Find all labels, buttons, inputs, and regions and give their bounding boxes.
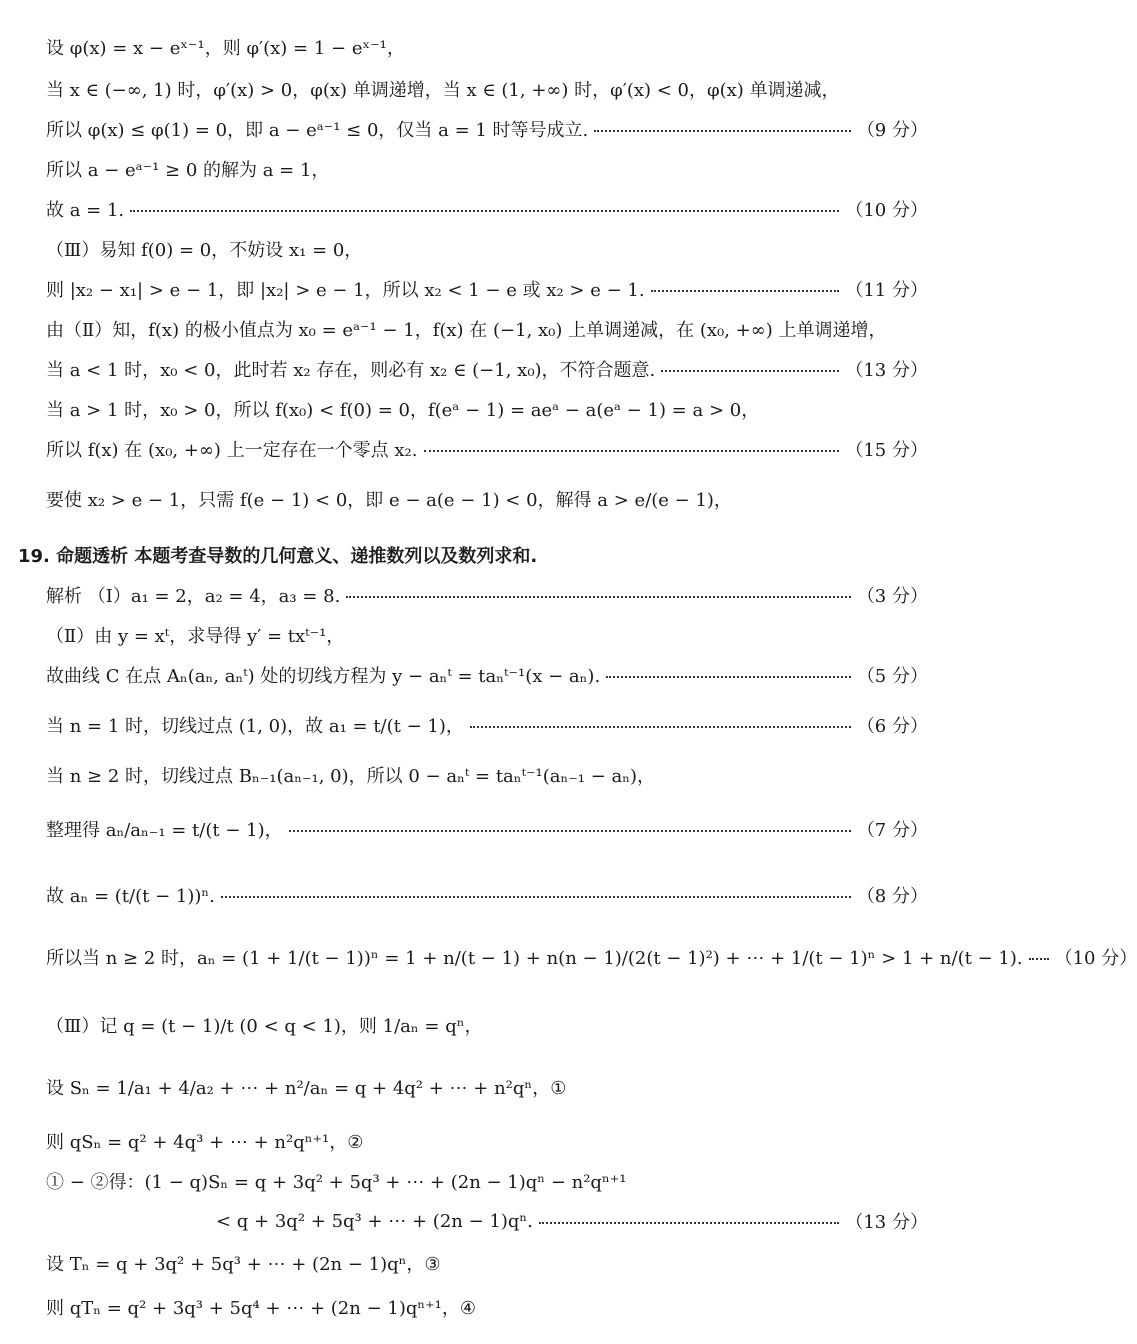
line-text: （Ⅲ）易知 f(0) = 0，不妨设 x₁ = 0， bbox=[46, 240, 363, 261]
line-26 bbox=[216, 1208, 928, 1234]
line-15 bbox=[46, 622, 928, 648]
dot-leader bbox=[424, 450, 840, 452]
line-text: 则 qTₙ = q² + 3q³ + 5q⁴ + ⋯ + (2n − 1)qⁿ⁺¹，④ bbox=[46, 1298, 477, 1319]
score-label: （6 分） bbox=[856, 716, 928, 737]
line-24 bbox=[46, 1128, 928, 1154]
line-text: 所以 f(x) 在 (x₀, +∞) 上一定存在一个零点 x₂. bbox=[46, 440, 418, 461]
line-11 bbox=[46, 436, 928, 462]
line-text: ① − ②得：(1 − q)Sₙ = q + 3q² + 5q³ + ⋯ + (2n − 1)qⁿ − n²qⁿ⁺¹ bbox=[46, 1172, 627, 1193]
line-1 bbox=[46, 34, 928, 60]
line-text: 所以 φ(x) ≤ φ(1) = 0，即 a − eᵃ⁻¹ ≤ 0，仅当 a = 1 时等号成立. bbox=[46, 120, 589, 141]
dot-leader bbox=[346, 596, 850, 598]
dot-leader bbox=[289, 830, 851, 832]
dot-leader bbox=[470, 726, 851, 728]
dot-leader bbox=[594, 130, 851, 132]
line-text: 设 φ(x) = x − eˣ⁻¹，则 φ′(x) = 1 − eˣ⁻¹， bbox=[46, 38, 405, 59]
score-label: （5 分） bbox=[856, 666, 928, 687]
line-text: （Ⅲ）记 q = (t − 1)/t (0 < q < 1)，则 1/aₙ = qⁿ， bbox=[46, 1016, 483, 1037]
dot-leader bbox=[661, 370, 839, 372]
line-5 bbox=[46, 196, 928, 222]
line-text: 由（Ⅱ）知，f(x) 的极小值点为 x₀ = eᵃ⁻¹ − 1，f(x) 在 (−1, x₀) 上单调递减，在 (x₀, +∞) 上单调递增， bbox=[46, 320, 887, 341]
line-text: 整理得 aₙ/aₙ₋₁ = t/(t − 1)， bbox=[46, 820, 283, 841]
line-text: 要使 x₂ > e − 1，只需 f(e − 1) < 0，即 e − a(e − 1) < 0，解得 a > e/(e − 1)， bbox=[46, 490, 732, 511]
line-text: < q + 3q² + 5q³ + ⋯ + (2n − 1)qⁿ. bbox=[216, 1210, 533, 1232]
line-22 bbox=[46, 1012, 928, 1038]
line-7 bbox=[46, 276, 928, 302]
score-label: （9 分） bbox=[856, 120, 928, 141]
score-label: （13 分） bbox=[845, 360, 928, 381]
line-text: 故 a = 1. bbox=[46, 200, 125, 221]
line-text: 解析 （Ⅰ）a₁ = 2，a₂ = 4，a₃ = 8. bbox=[46, 586, 341, 607]
line-16 bbox=[46, 662, 928, 688]
line-text: 当 n ≥ 2 时，切线过点 Bₙ₋₁(aₙ₋₁, 0)，所以 0 − aₙᵗ = taₙᵗ⁻¹(aₙ₋₁ − aₙ)， bbox=[46, 766, 656, 787]
line-8 bbox=[46, 316, 928, 342]
line-text: 当 a < 1 时，x₀ < 0，此时若 x₂ 存在，则必有 x₂ ∈ (−1, x₀)，不符合题意. bbox=[46, 360, 656, 381]
score-label: （10 分） bbox=[1054, 948, 1137, 969]
line-text: 当 n = 1 时，切线过点 (1, 0)，故 a₁ = t/(t − 1)， bbox=[46, 716, 464, 737]
line-25 bbox=[46, 1168, 928, 1194]
line-12 bbox=[46, 486, 928, 512]
dot-leader bbox=[606, 676, 851, 678]
line-text: 所以当 n ≥ 2 时，aₙ = (1 + 1/(t − 1))ⁿ = 1 + n/(t − 1) + n(n − 1)/(2(t − 1)²) + ⋯ + 1/(t − 1)ⁿ > 1 + n/(t − 1). bbox=[46, 948, 1023, 969]
dot-leader bbox=[130, 210, 839, 212]
line-text: （Ⅱ）由 y = xᵗ，求导得 y′ = txᵗ⁻¹， bbox=[46, 626, 345, 647]
line-6 bbox=[46, 236, 928, 262]
line-text: 当 a > 1 时，x₀ > 0，所以 f(x₀) < f(0) = 0，f(eᵃ − 1) = aeᵃ − a(eᵃ − 1) = a > 0， bbox=[46, 400, 760, 421]
score-label: （10 分） bbox=[845, 200, 928, 221]
line-23 bbox=[46, 1074, 928, 1100]
line-21 bbox=[46, 944, 1137, 970]
line-20 bbox=[46, 882, 928, 908]
score-label: （8 分） bbox=[856, 886, 928, 907]
line-18 bbox=[46, 762, 928, 788]
line-17 bbox=[46, 712, 928, 738]
line-text: 故 aₙ = (t/(t − 1))ⁿ. bbox=[46, 886, 215, 907]
line-27 bbox=[46, 1250, 928, 1276]
line-text: 设 Tₙ = q + 3q² + 5q³ + ⋯ + (2n − 1)qⁿ，③ bbox=[46, 1254, 441, 1275]
line-text: 则 |x₂ − x₁| > e − 1，即 |x₂| > e − 1，所以 x₂ < 1 − e 或 x₂ > e − 1. bbox=[46, 280, 645, 301]
line-3 bbox=[46, 116, 928, 142]
line-19 bbox=[46, 816, 928, 842]
line-text: 所以 a − eᵃ⁻¹ ≥ 0 的解为 a = 1， bbox=[46, 160, 330, 181]
dot-leader bbox=[1029, 958, 1049, 960]
dot-leader bbox=[651, 290, 840, 292]
dot-leader bbox=[221, 896, 851, 898]
line-28 bbox=[46, 1294, 928, 1320]
line-9 bbox=[46, 356, 928, 382]
score-label: （11 分） bbox=[845, 280, 928, 301]
line-4 bbox=[46, 156, 928, 182]
dot-leader bbox=[539, 1222, 839, 1224]
line-text: 设 Sₙ = 1/a₁ + 4/a₂ + ⋯ + n²/aₙ = q + 4q² + ⋯ + n²qⁿ，① bbox=[46, 1078, 567, 1099]
line-2 bbox=[46, 76, 928, 102]
line-14 bbox=[46, 582, 928, 608]
score-label: （13 分） bbox=[845, 1212, 928, 1233]
line-10 bbox=[46, 396, 928, 422]
score-label: （15 分） bbox=[845, 440, 928, 461]
line-text: 当 x ∈ (−∞, 1) 时，φ′(x) > 0，φ(x) 单调递增，当 x ∈ (1, +∞) 时，φ′(x) < 0，φ(x) 单调递减， bbox=[46, 80, 840, 101]
problem-19-header bbox=[18, 542, 928, 568]
line-text: 则 qSₙ = q² + 4q³ + ⋯ + n²qⁿ⁺¹，② bbox=[46, 1132, 364, 1153]
line-text: 19. 命题透析 本题考查导数的几何意义、递推数列以及数列求和. bbox=[18, 546, 538, 567]
line-text: 故曲线 C 在点 Aₙ(aₙ, aₙᵗ) 处的切线方程为 y − aₙᵗ = taₙᵗ⁻¹(x − aₙ). bbox=[46, 666, 601, 687]
score-label: （3 分） bbox=[856, 586, 928, 607]
score-label: （7 分） bbox=[856, 820, 928, 841]
